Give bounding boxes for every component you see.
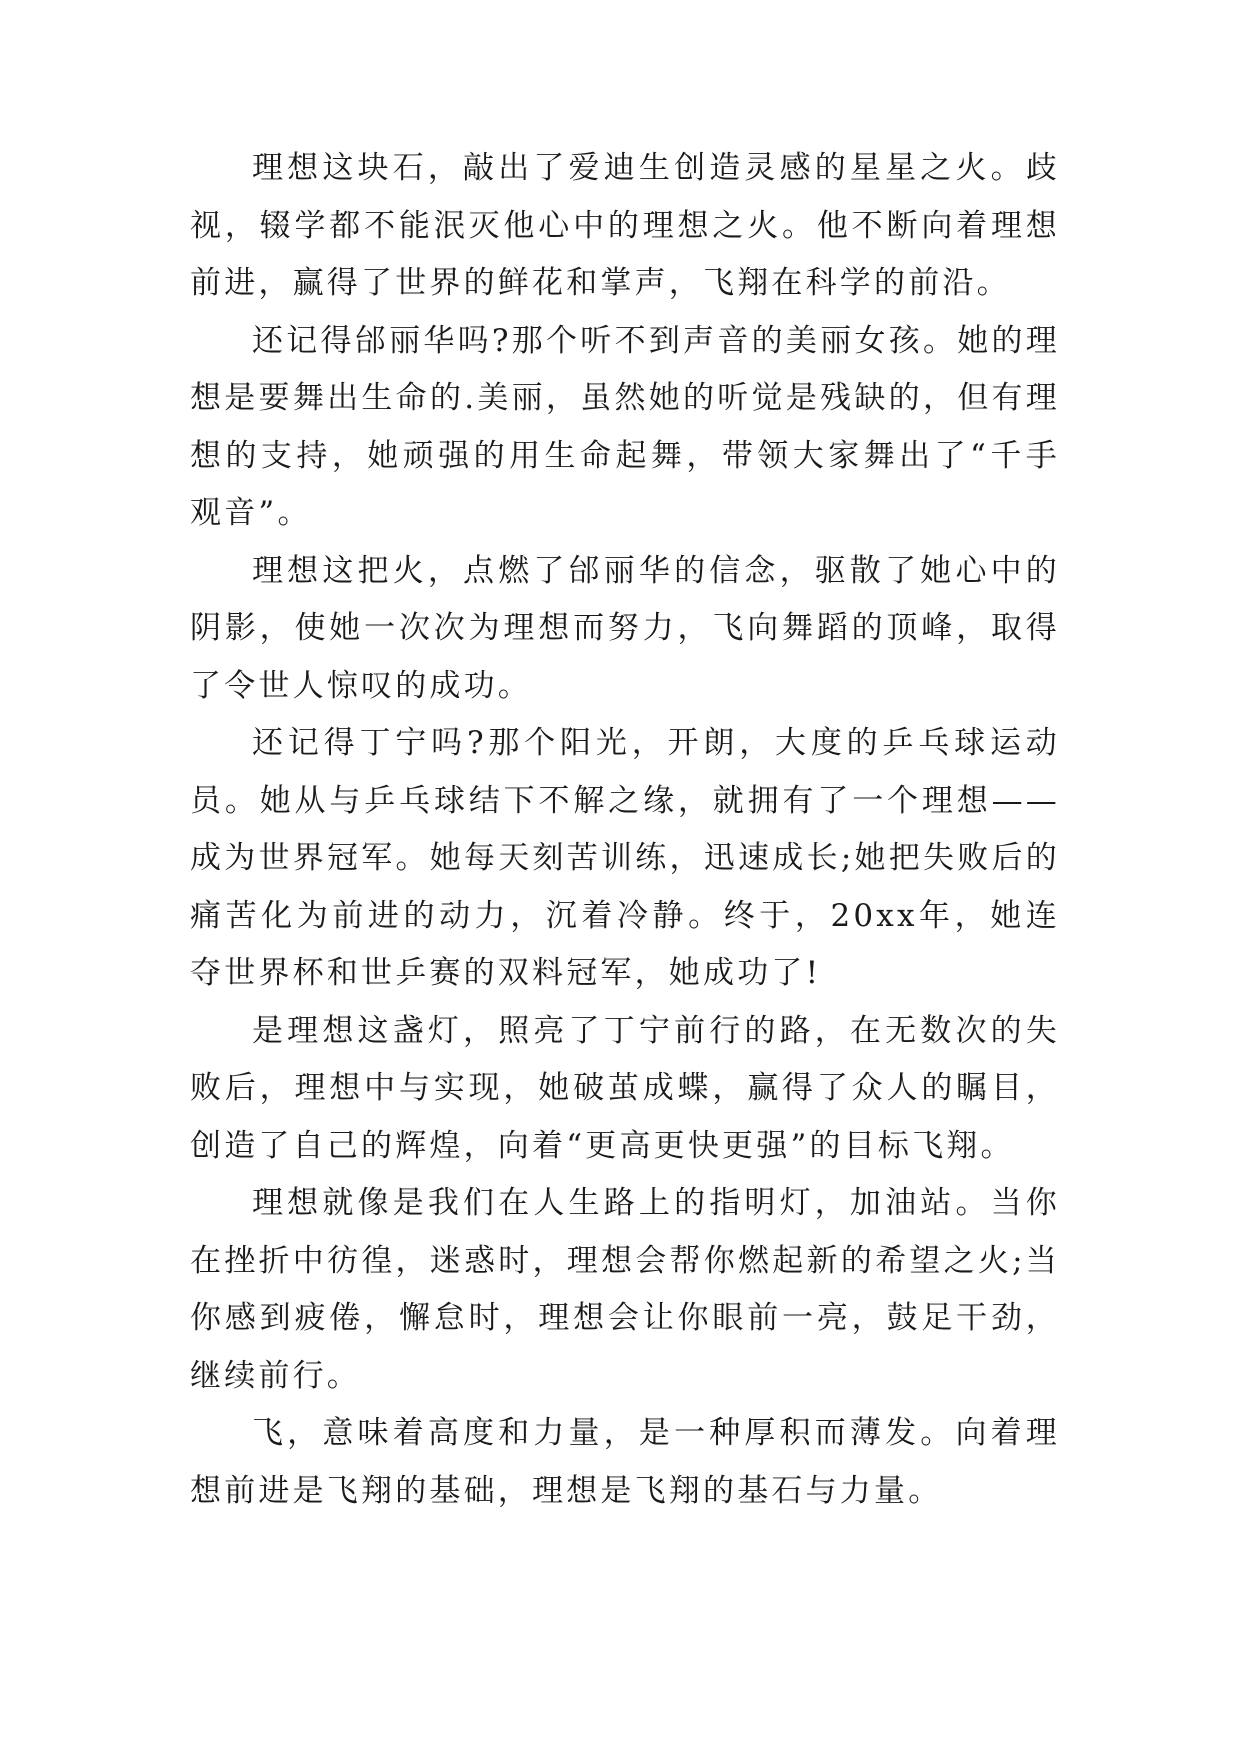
paragraph-4: 还记得丁宁吗?那个阳光，开朗，大度的乒乓球运动员。她从与乒乓球结下不解之缘，就拥有了一个理想——成为世界冠军。她每天刻苦训练，迅速成长;她把失败后的痛苦化为前进的动力，沉着冷静。终于，20xx年，她连夺世界杯和世乒赛的双料冠军，她成功了! bbox=[190, 725, 1060, 991]
paragraph-3: 理想这把火，点燃了邰丽华的信念，驱散了她心中的阴影，使她一次次为理想而努力，飞向舞蹈的顶峰，取得了令世人惊叹的成功。 bbox=[190, 552, 1060, 704]
paragraph-1: 理想这块石，敲出了爱迪生创造灵感的星星之火。歧视，辍学都不能泯灭他心中的理想之火。他不断向着理想前进，赢得了世界的鲜花和掌声，飞翔在科学的前沿。 bbox=[190, 150, 1060, 301]
paragraph-7: 飞，意味着高度和力量，是一种厚积而薄发。向着理想前进是飞翔的基础，理想是飞翔的基石与力量。 bbox=[190, 1415, 1060, 1509]
document-body bbox=[190, 140, 1060, 1520]
paragraph-2: 还记得邰丽华吗?那个听不到声音的美丽女孩。她的理想是要舞出生命的.美丽，虽然她的听觉是残缺的，但有理想的支持，她顽强的用生命起舞，带领大家舞出了“千手观音”。 bbox=[190, 322, 1060, 531]
paragraph-5: 是理想这盏灯，照亮了丁宁前行的路，在无数次的失败后，理想中与实现，她破茧成蝶，赢得了众人的瞩目，创造了自己的辉煌，向着“更高更快更强”的目标飞翔。 bbox=[190, 1012, 1060, 1164]
paragraph-6: 理想就像是我们在人生路上的指明灯，加油站。当你在挫折中彷徨，迷惑时，理想会帮你燃起新的希望之火;当你感到疲倦，懈怠时，理想会让你眼前一亮，鼓足干劲，继续前行。 bbox=[190, 1185, 1060, 1394]
